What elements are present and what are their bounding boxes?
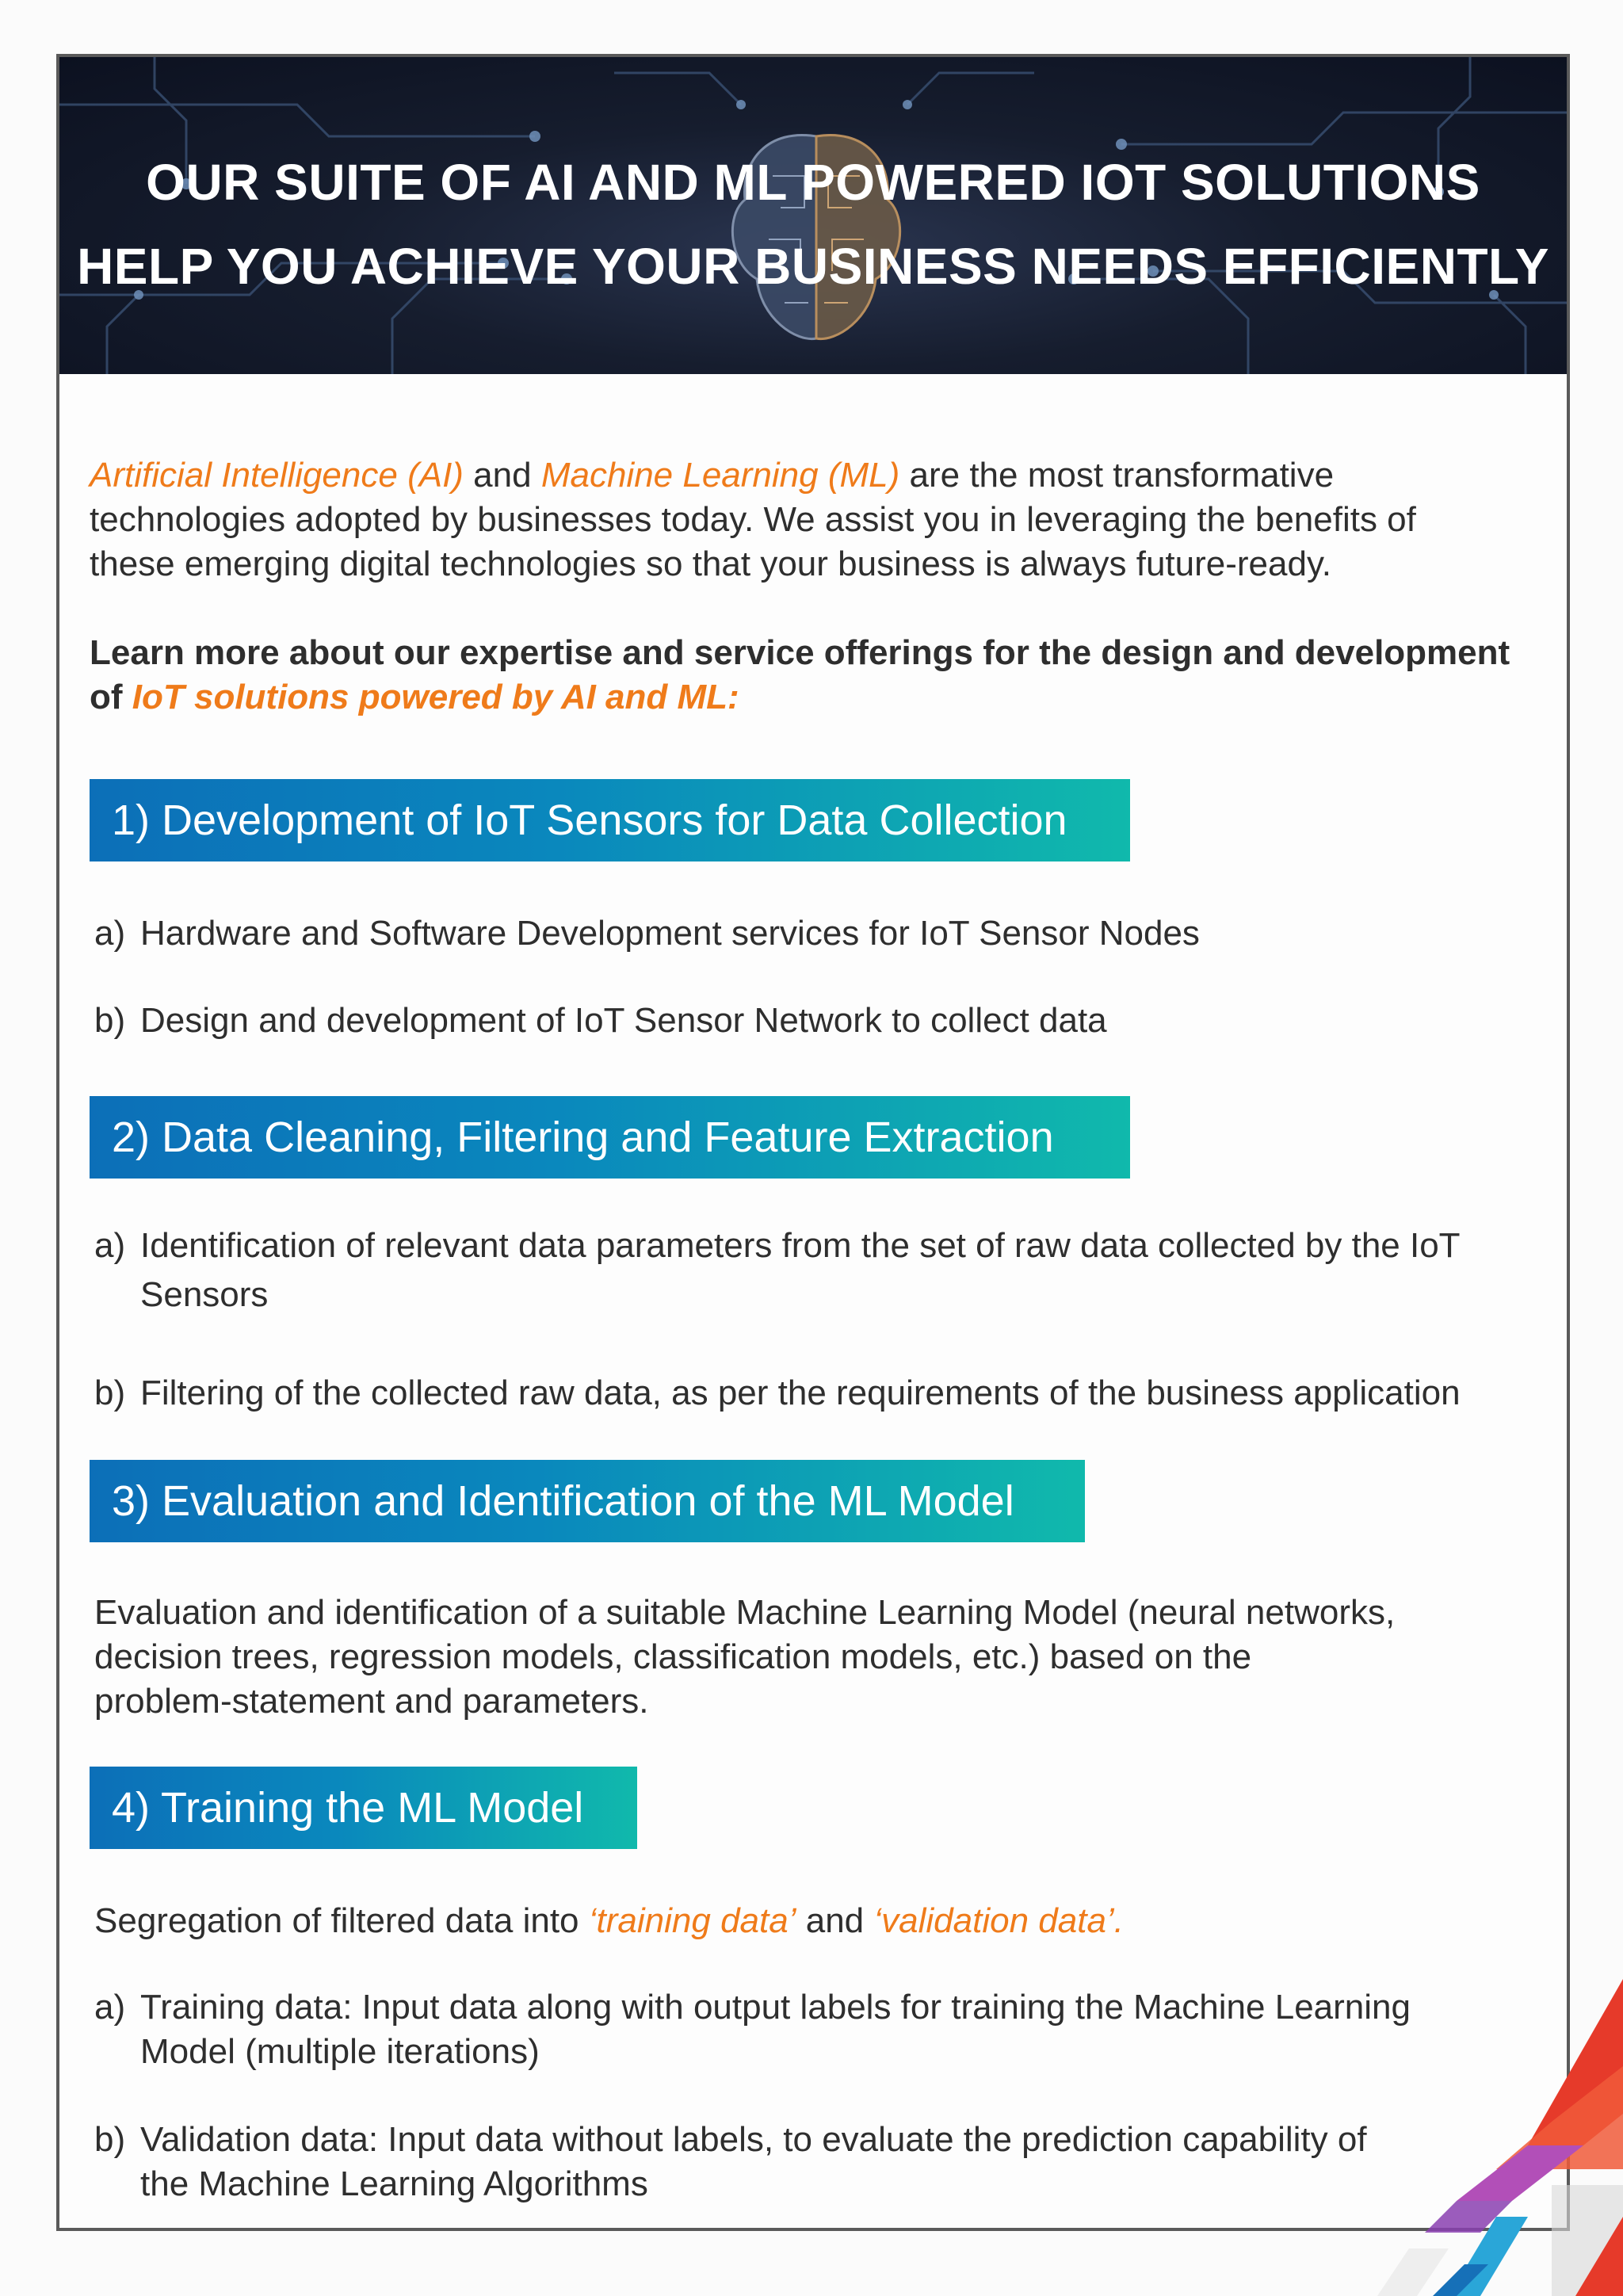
banner-title [59,140,1567,308]
ai-term: Artificial Intelligence (AI) [90,456,464,495]
item-label: a) [94,1226,126,1265]
item-text-continued: the Machine Learning Algorithms [140,2164,648,2203]
section-4-heading: 4) Training the ML Model [90,1767,637,1849]
segregation-line [94,1899,1124,1943]
learn-of: of [90,678,132,716]
item-label: a) [94,1988,126,2027]
intro-and: and [463,456,541,495]
ml-term: Machine Learning (ML) [540,456,900,495]
section-3-heading: 3) Evaluation and Identification of the ML Model [90,1460,1085,1542]
seg-and: and [796,1901,874,1940]
item-label: b) [94,1001,126,1040]
item-label: b) [94,1373,126,1412]
training-data-term: ‘training data’ [588,1901,796,1940]
item-text-continued: Model (multiple iterations) [140,2032,540,2071]
header-banner [59,57,1567,374]
item-text: Hardware and Software Development services for IoT Sensor Nodes [140,914,1200,953]
item-label: a) [94,914,126,953]
intro-line-3: these emerging digital technologies so that your business is always future-ready. [90,544,1331,583]
intro-line-2: technologies adopted by businesses today. We assist you in leveraging the benefits of [90,500,1416,539]
section-3-para-line-1: Evaluation and identification of a suitable Machine Learning Model (neural networks, [94,1593,1396,1632]
section-3-para-line-2: decision trees, regression models, classification models, etc.) based on the [94,1637,1252,1676]
item-label: b) [94,2120,126,2159]
item-text-continued: Sensors [140,1275,269,1314]
learn-more-line-1: Learn more about our expertise and service offerings for the design and development [90,633,1510,672]
learn-highlight: IoT solutions powered by AI and ML: [132,678,739,716]
item-text: Identification of relevant data parameters from the set of raw data collected by the IoT [140,1226,1461,1265]
document-frame [56,54,1570,2231]
seg-pre: Segregation of filtered data into [94,1901,589,1940]
item-text: Filtering of the collected raw data, as per the requirements of the business application [140,1373,1461,1412]
corner-decoration-graphic [1290,1931,1623,2296]
item-text: Validation data: Input data without labels, to evaluate the prediction capability of [140,2120,1367,2159]
item-text: Training data: Input data along with output labels for training the Machine Learning [140,1988,1411,2027]
section-2-heading: 2) Data Cleaning, Filtering and Feature Extraction [90,1096,1130,1179]
banner-title-line-1: OUR SUITE OF AI AND ML POWERED IOT SOLUTIONS [146,154,1480,211]
banner-title-line-2: HELP YOU ACHIEVE YOUR BUSINESS NEEDS EFFICIENTLY [77,238,1549,295]
section-1-heading: 1) Development of IoT Sensors for Data Collection [90,779,1130,861]
validation-data-term: ‘validation data’. [873,1901,1124,1940]
intro-line-1 [90,453,1334,498]
item-text: Design and development of IoT Sensor Network to collect data [140,1001,1107,1040]
intro-rest: are the most transformative [899,456,1335,495]
learn-more-line-2 [90,675,739,720]
section-3-para-line-3: problem-statement and parameters. [94,1682,649,1721]
